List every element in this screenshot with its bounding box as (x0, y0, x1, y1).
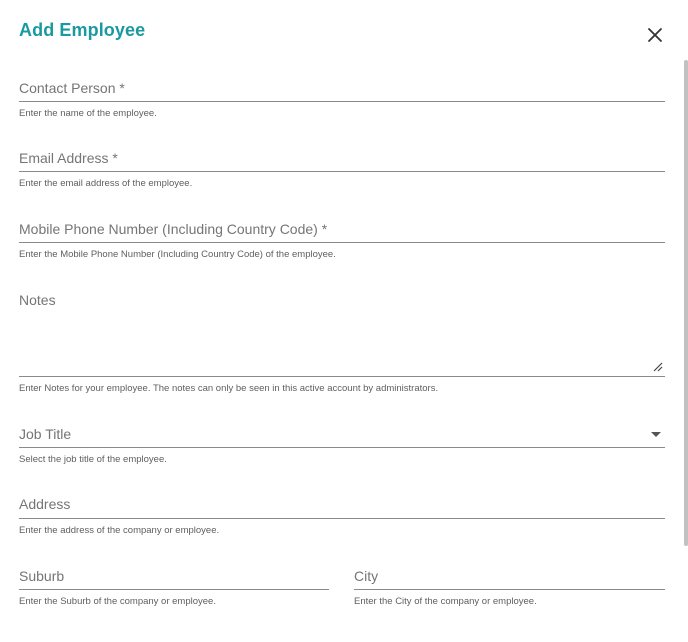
job-title-label: Job Title (19, 426, 72, 442)
email-hint: Enter the email address of the employee. (19, 178, 193, 189)
dialog-title: Add Employee (19, 20, 146, 40)
notes-underline (19, 376, 665, 377)
notes-label: Notes (19, 292, 56, 308)
close-button[interactable] (646, 26, 664, 44)
address-input[interactable] (19, 496, 665, 518)
mobile-phone-underline (19, 242, 665, 243)
city-input[interactable] (354, 568, 665, 589)
dialog-scrollbar[interactable] (684, 60, 688, 546)
address-underline (19, 518, 665, 519)
city-hint: Enter the City of the company or employee. (354, 596, 537, 607)
mobile-phone-field (19, 221, 665, 263)
notes-hint: Enter Notes for your employee. The notes can only be seen in this active account by administrators. (19, 383, 439, 394)
email-field (19, 150, 665, 192)
suburb-underline (19, 589, 329, 590)
contact-person-label: Contact Person * (19, 80, 125, 96)
notes-textarea[interactable] (19, 314, 665, 374)
mobile-phone-input[interactable] (19, 221, 665, 242)
city-field (354, 568, 665, 610)
contact-person-hint: Enter the name of the employee. (19, 108, 157, 119)
job-title-hint: Select the job title of the employee. (19, 454, 167, 465)
email-input[interactable] (19, 150, 665, 171)
chevron-down-icon[interactable] (651, 432, 661, 437)
contact-person-input[interactable] (19, 80, 665, 101)
suburb-field (19, 568, 329, 610)
address-hint: Enter the address of the company or employee. (19, 525, 220, 536)
city-underline (354, 589, 665, 590)
notes-field (19, 292, 665, 396)
job-title-underline (19, 447, 665, 448)
address-field (19, 496, 665, 538)
mobile-phone-label: Mobile Phone Number (Including Country Code) * (19, 221, 328, 237)
suburb-label: Suburb (19, 568, 65, 584)
suburb-input[interactable] (19, 568, 329, 589)
email-underline (19, 171, 665, 172)
mobile-phone-hint: Enter the Mobile Phone Number (Including Country Code) of the employee. (19, 249, 336, 260)
contact-person-underline (19, 101, 665, 102)
suburb-hint: Enter the Suburb of the company or employee. (19, 596, 216, 607)
email-label: Email Address * (19, 150, 118, 166)
job-title-field[interactable] (19, 426, 665, 468)
address-label: Address (19, 496, 71, 512)
contact-person-field (19, 80, 665, 122)
resize-handle-icon[interactable] (653, 362, 663, 372)
close-icon (646, 26, 664, 44)
city-label: City (354, 568, 379, 584)
